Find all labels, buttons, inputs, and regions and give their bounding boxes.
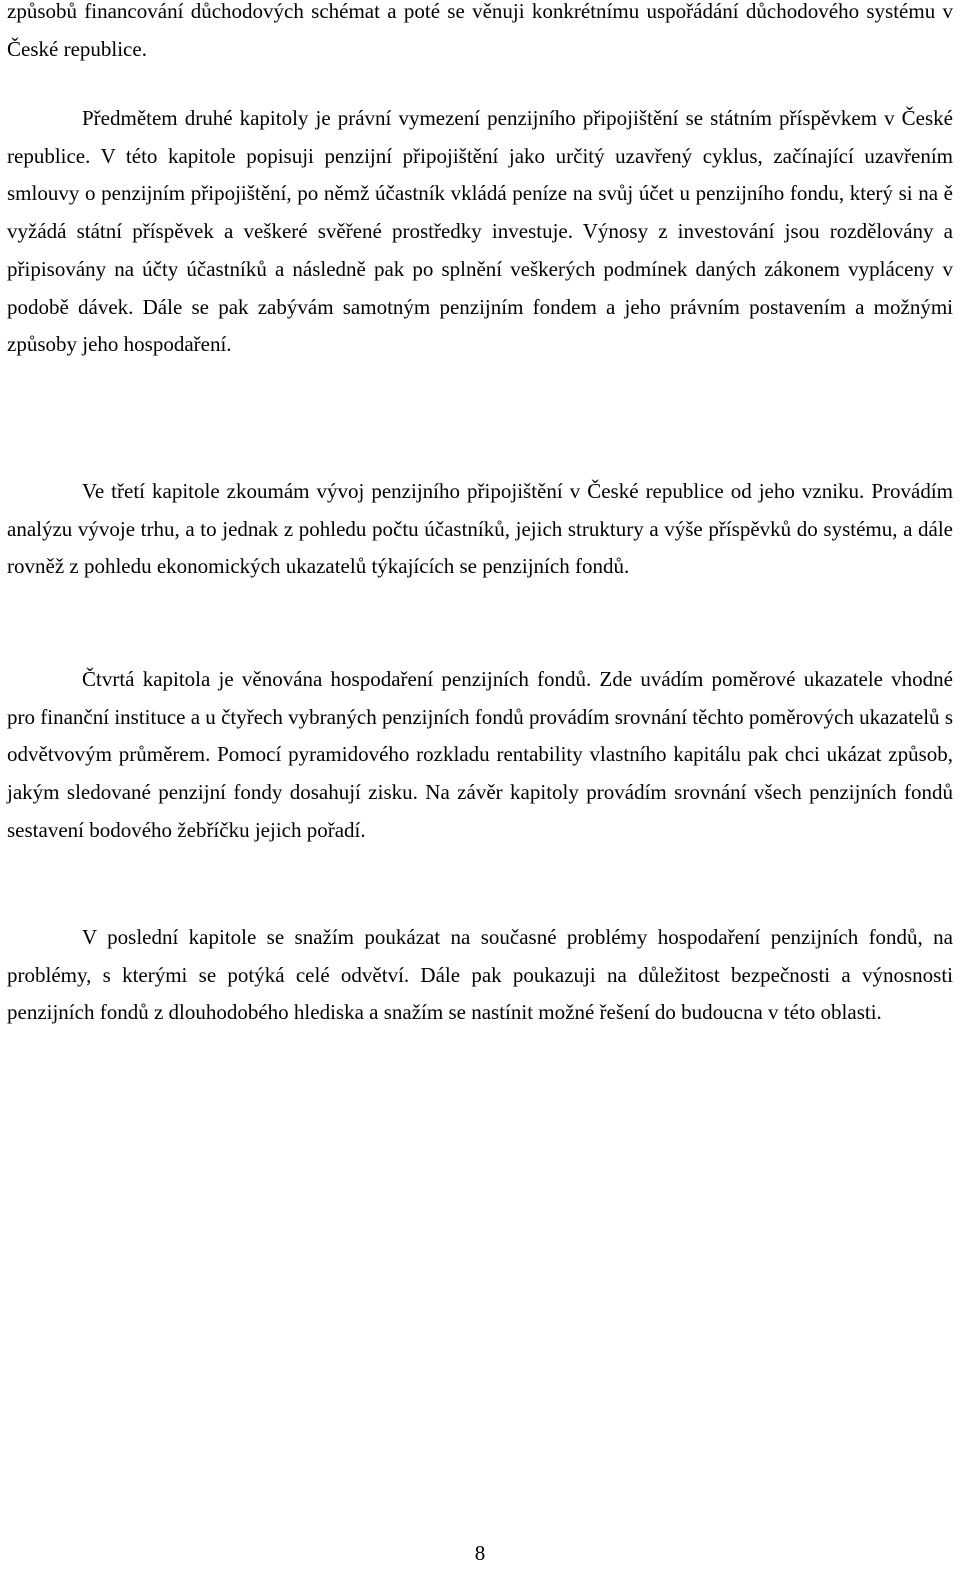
paragraph-chapter-four: Čtvrtá kapitola je věnována hospodaření penzijních fondů. Zde uvádím poměrové ukazatele vhodné pro finanční instituce a u čtyřech vybraných penzijních fondů provádím srovnání těchto poměrových ukazatelů s odvětvovým průměrem. Pomocí pyramidového rozkladu rentability vlastního kapitálu pak chci ukázat způsob, jakým sledované penzijní fondy dosahují zisku. Na závěr kapitoly provádím srovnání všech penzijních fondů sestavení bodového žebříčku jejich pořadí.: [7, 667, 953, 842]
paragraph-continuation: způsobů financování důchodových schémat a poté se věnuji konkrétnímu uspořádání důchodového systému v České republice.: [7, 0, 953, 61]
paragraph-last-chapter: V poslední kapitole se snažím poukázat na současné problémy hospodaření penzijních fondů, na problémy, s kterými se potýká celé odvětví. Dále pak poukazuji na důležitost bezpečnosti a výnosnosti penzijních fondů z dlouhodobého hlediska a snažím se nastínit možné řešení do budoucna v této oblasti.: [7, 925, 953, 1025]
paragraph-chapter-three: Ve třetí kapitole zkoumám vývoj penzijního připojištění v České republice od jeho vzniku. Provádím analýzu vývoje trhu, a to jednak z pohledu počtu účastníků, jejich struktury a výše příspěvků do systému, a dále rovněž z pohledu ekonomických ukazatelů týkajících se penzijních fondů.: [7, 479, 953, 579]
page-number: 8: [474, 1541, 486, 1565]
paragraph-chapter-two: Předmětem druhé kapitoly je právní vymezení penzijního připojištění se státním příspěvkem v České republice. V této kapitole popisuji penzijní připojištění jako určitý uzavřený cyklus, začínající uzavřením smlouvy o penzijním připojištění, po němž účastník vkládá peníze na svůj účet u penzijního fondu, který si na ě vyžádá státní příspěvek a veškeré svěřené prostředky investuje. Výnosy z investování jsou rozdělovány a připisovány na účty účastníků a následně pak po splnění veškerých podmínek daných zákonem vypláceny v podobě dávek. Dále se pak zabývám samotným penzijním fondem a jeho právním postavením a možnými způsoby jeho hospodaření.: [7, 106, 953, 357]
